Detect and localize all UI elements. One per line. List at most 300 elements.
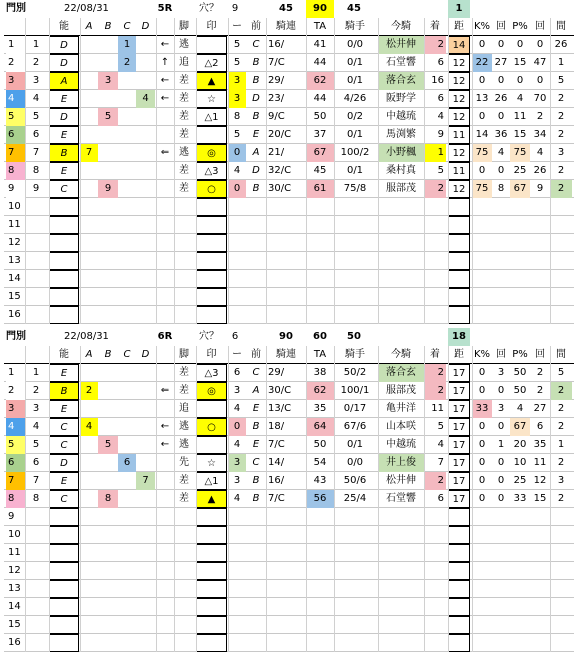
- cell-k1: 0: [497, 39, 505, 50]
- cell-ma: 26: [554, 39, 568, 50]
- column-gridline: [25, 18, 26, 324]
- cell-num: 6: [32, 129, 40, 140]
- cell-b: [98, 454, 118, 472]
- cell-kp: 0: [478, 111, 486, 122]
- cell-arrow: [156, 400, 174, 418]
- column-header-ma: 間: [556, 21, 566, 32]
- column-header-zen: ー: [232, 349, 242, 360]
- column-header-ta: TA: [313, 21, 327, 32]
- cell-kyo: 17: [448, 436, 470, 454]
- cell-b: [98, 364, 118, 382]
- column-gridline: [334, 346, 335, 652]
- cell-waku: 3: [6, 400, 25, 418]
- row-gridline: [4, 269, 574, 270]
- cell-k2: 2: [536, 111, 544, 122]
- cell-a: [80, 108, 98, 126]
- cell-ta: 54: [313, 457, 327, 468]
- cell-zen: 6: [233, 367, 241, 378]
- cell-ma: 3: [557, 475, 565, 486]
- column-header-kiren: 騎連: [276, 349, 296, 360]
- cell-d: [136, 72, 155, 90]
- cell-zen: 4: [233, 403, 241, 414]
- row-gridline: [4, 305, 574, 306]
- empty-box: [49, 634, 79, 652]
- cell-mark: [196, 400, 227, 418]
- empty-box: [49, 508, 79, 526]
- ana-label: 穴？: [199, 3, 219, 14]
- cell-kyaku: 先: [179, 457, 189, 468]
- column-gridline: [49, 18, 50, 324]
- cell-waku: 3: [6, 72, 25, 90]
- cell-no: E: [49, 126, 79, 144]
- cell-d: [136, 162, 155, 180]
- cell-ta: 37: [313, 129, 327, 140]
- cell-zen: 3: [233, 385, 241, 396]
- cell-kyaku: 差: [179, 385, 189, 396]
- empty-box: [448, 598, 470, 616]
- cell-no: C: [49, 490, 79, 508]
- cell-ima: 石堂響: [386, 57, 416, 68]
- cell-chaku: 2: [424, 472, 446, 490]
- column-header-a: A: [85, 349, 93, 360]
- cell-arrow: [156, 454, 174, 472]
- cell-no: C: [49, 418, 79, 436]
- cell-kishu: 25/4: [343, 493, 367, 504]
- cell-zen: 3: [228, 454, 246, 472]
- empty-box: [196, 288, 227, 306]
- cell-b: 9: [98, 180, 118, 198]
- cell-kyo: 17: [448, 418, 470, 436]
- cell-ma: 2: [557, 403, 565, 414]
- cell-chaku: 6: [437, 57, 444, 68]
- cell-kyaku: 差: [179, 75, 189, 86]
- cell-ma: 2: [550, 382, 572, 400]
- cell-c: [118, 418, 136, 436]
- cell-kishu: 0/1: [346, 165, 364, 176]
- cell-ta: 62: [306, 382, 334, 400]
- cell-pp: 25: [513, 475, 527, 486]
- cell-waku: 1: [6, 364, 25, 382]
- empty-box: [196, 580, 227, 598]
- row-gridline: [4, 597, 574, 598]
- cell-arrow: [156, 162, 174, 180]
- cell-ma: 2: [557, 493, 565, 504]
- cell-d: [136, 454, 155, 472]
- empty-box: [448, 616, 470, 634]
- cell-ip: D: [252, 93, 260, 104]
- empty-row-number: 12: [8, 565, 21, 576]
- race-date: 22/08/31: [64, 331, 109, 342]
- cell-ma: 1: [557, 57, 565, 68]
- cell-a: [80, 400, 98, 418]
- cell-pp: 15: [513, 129, 527, 140]
- cell-ima: 中越琉: [386, 439, 416, 450]
- empty-box: [49, 270, 79, 288]
- cell-k1: 3: [497, 367, 505, 378]
- cell-kyaku: 追: [179, 403, 189, 414]
- column-gridline: [80, 346, 81, 652]
- cell-mark: ○: [196, 418, 227, 436]
- cell-ma: 2: [557, 111, 565, 122]
- ana-label: 穴？: [199, 331, 219, 342]
- cell-d: [136, 382, 155, 400]
- cell-kp: 0: [478, 367, 486, 378]
- column-gridline: [156, 18, 157, 324]
- cell-zen: 3: [228, 90, 246, 108]
- empty-box: [49, 580, 79, 598]
- empty-box: [448, 306, 470, 324]
- column-gridline: [228, 18, 229, 324]
- cell-chaku: 9: [437, 129, 444, 140]
- cell-kishu: 0/1: [346, 57, 364, 68]
- row-gridline: [4, 543, 574, 544]
- cell-kp: 0: [478, 385, 486, 396]
- column-header-kishu: 騎手: [345, 21, 365, 32]
- cell-ima: 亀井洋: [386, 403, 416, 414]
- column-gridline: [334, 18, 335, 324]
- cell-no: D: [49, 36, 79, 54]
- cell-pp: 10: [513, 457, 527, 468]
- cell-num: 5: [32, 439, 40, 450]
- cell-mark: △3: [196, 162, 227, 180]
- cell-b: [98, 418, 118, 436]
- cell-chaku: 4: [437, 439, 444, 450]
- empty-row-number: 13: [8, 255, 21, 266]
- cell-mark: [196, 436, 227, 454]
- cell-waku: 6: [6, 126, 25, 144]
- cell-ta: 50: [313, 111, 327, 122]
- cell-k2: 11: [533, 457, 547, 468]
- cell-ta: 56: [306, 490, 334, 508]
- cell-mark: ☆: [196, 90, 227, 108]
- empty-box: [448, 198, 470, 216]
- cell-b: [98, 162, 118, 180]
- cell-kyo: 12: [448, 90, 470, 108]
- cell-b: [98, 400, 118, 418]
- cell-b: [98, 126, 118, 144]
- cell-ip: A: [252, 147, 260, 158]
- cell-ma: 3: [557, 147, 565, 158]
- cell-zen: 0: [228, 144, 246, 162]
- cell-chaku: 16: [431, 75, 444, 86]
- cell-no: E: [49, 364, 79, 382]
- cell-kyo: 14: [448, 36, 470, 54]
- cell-kyo: 12: [448, 108, 470, 126]
- cell-ip: B: [252, 493, 260, 504]
- race-date: 22/08/31: [64, 3, 109, 14]
- empty-row-number: 12: [8, 237, 21, 248]
- cell-num: 8: [32, 493, 40, 504]
- empty-box: [49, 234, 79, 252]
- cell-kyaku: 逃: [179, 421, 189, 432]
- cell-arrow: [156, 364, 174, 382]
- cell-a: [80, 180, 98, 198]
- cell-k2: 2: [536, 385, 544, 396]
- cell-chaku: 2: [424, 382, 446, 400]
- empty-box: [196, 562, 227, 580]
- cell-arrow: [156, 126, 174, 144]
- cell-ima: 服部茂: [386, 183, 416, 194]
- cell-a: [80, 54, 98, 72]
- cell-k1: 0: [497, 421, 505, 432]
- row-gridline: [4, 215, 574, 216]
- cell-c: [118, 108, 136, 126]
- summary-number: 50: [347, 331, 361, 342]
- column-gridline: [49, 346, 50, 652]
- cell-arrow: ←: [160, 421, 170, 432]
- cell-zen: 8: [233, 111, 241, 122]
- cell-pp: 0: [516, 39, 524, 50]
- cell-c: [118, 472, 136, 490]
- column-header-c: C: [123, 21, 131, 32]
- column-gridline: [228, 346, 229, 652]
- cell-b: [98, 54, 118, 72]
- cell-kyo: 17: [448, 364, 470, 382]
- cell-chaku: 11: [431, 403, 444, 414]
- cell-kyaku: 差: [179, 129, 189, 140]
- cell-pp: 50: [513, 367, 527, 378]
- column-header-kyo: 距: [454, 349, 464, 360]
- cell-num: 3: [32, 75, 40, 86]
- cell-kp: 0: [478, 493, 486, 504]
- empty-box: [196, 634, 227, 652]
- cell-k1: 3: [497, 403, 505, 414]
- cell-waku: 1: [6, 36, 25, 54]
- summary-number: 60: [313, 331, 327, 342]
- cell-no: E: [49, 472, 79, 490]
- cell-waku: 4: [6, 90, 25, 108]
- cell-pp: 4: [516, 403, 524, 414]
- cell-zen: 3: [228, 72, 246, 90]
- cell-ima: 服部茂: [386, 385, 416, 396]
- cell-chaku: 2: [424, 36, 446, 54]
- cell-ima: 桑村真: [386, 165, 416, 176]
- empty-box: [448, 508, 470, 526]
- cell-ip: C: [252, 457, 260, 468]
- column-header-ima: 今騎: [391, 21, 411, 32]
- cell-num: 7: [32, 147, 40, 158]
- cell-pp: 15: [513, 57, 527, 68]
- empty-box: [196, 306, 227, 324]
- cell-waku: 4: [6, 418, 25, 436]
- cell-pp: 4: [516, 93, 524, 104]
- cell-ima: 松井伸: [378, 36, 424, 54]
- cell-zen: 5: [233, 129, 241, 140]
- cell-a: [80, 436, 98, 454]
- empty-row-number: 14: [8, 273, 21, 284]
- cell-kishu: 0/2: [346, 111, 364, 122]
- cell-kishu: 0/17: [343, 403, 367, 414]
- cell-arrow: ←: [160, 439, 170, 450]
- cell-ta: 50: [313, 439, 327, 450]
- cell-kyo: 12: [448, 180, 470, 198]
- cell-d: 4: [136, 90, 155, 108]
- empty-row-number: 11: [8, 219, 21, 230]
- cell-k2: 2: [536, 367, 544, 378]
- column-gridline: [378, 346, 379, 652]
- empty-row-number: 16: [8, 309, 21, 320]
- cell-mark: ▲: [196, 72, 227, 90]
- cell-k2: 34: [533, 129, 547, 140]
- cell-kp: 0: [478, 421, 486, 432]
- column-gridline: [80, 18, 81, 324]
- column-header-kp: K%: [473, 21, 491, 32]
- column-gridline: [448, 18, 449, 324]
- column-gridline: [196, 346, 197, 652]
- column-header-k1: 回: [496, 21, 506, 32]
- empty-row-number: 14: [8, 601, 21, 612]
- cell-c: [118, 144, 136, 162]
- cell-b: [98, 382, 118, 400]
- cell-kyaku: 差: [179, 93, 189, 104]
- cell-kiren: 23/: [268, 93, 285, 104]
- cell-mark: ▲: [196, 490, 227, 508]
- cell-no: C: [49, 436, 79, 454]
- cell-ima: 井上俊: [378, 454, 424, 472]
- cell-d: [136, 180, 155, 198]
- cell-c: [118, 126, 136, 144]
- cell-chaku: 2: [424, 180, 446, 198]
- cell-b: 5: [98, 436, 118, 454]
- cell-kyaku: 差: [179, 475, 189, 486]
- cell-no: B: [49, 144, 79, 162]
- cell-chaku: 5: [437, 165, 444, 176]
- empty-box: [196, 616, 227, 634]
- cell-ip: B: [252, 75, 260, 86]
- cell-ima: 落合玄: [378, 72, 424, 90]
- cell-kiren: 29/: [268, 367, 285, 378]
- cell-k2: 0: [536, 39, 544, 50]
- cell-a: 4: [80, 418, 98, 436]
- cell-kyaku: 逃: [179, 39, 189, 50]
- cell-k1: 0: [497, 111, 505, 122]
- cell-c: [118, 436, 136, 454]
- cell-b: [98, 90, 118, 108]
- empty-box: [49, 252, 79, 270]
- cell-zen: 4: [233, 439, 241, 450]
- cell-b: 3: [98, 72, 118, 90]
- cell-ta: 38: [313, 367, 327, 378]
- summary-number: 90: [279, 331, 293, 342]
- cell-kishu: 0/1: [346, 439, 364, 450]
- cell-kyo: 11: [448, 126, 470, 144]
- empty-box: [196, 544, 227, 562]
- empty-box: [448, 234, 470, 252]
- cell-d: [136, 400, 155, 418]
- column-header-ip: 前: [251, 21, 261, 32]
- cell-no: A: [49, 72, 79, 90]
- race-number: 5R: [157, 3, 173, 14]
- cell-waku: 5: [6, 108, 25, 126]
- column-header-kyo: 距: [454, 21, 464, 32]
- cell-d: [136, 490, 155, 508]
- cell-a: [80, 472, 98, 490]
- cell-k1: 8: [497, 183, 505, 194]
- cell-zen: 3: [233, 475, 241, 486]
- cell-a: [80, 72, 98, 90]
- cell-waku: 7: [6, 144, 25, 162]
- cell-a: [80, 90, 98, 108]
- cell-waku: 9: [6, 180, 25, 198]
- cell-c: [118, 90, 136, 108]
- cell-a: [80, 126, 98, 144]
- cell-no: E: [49, 400, 79, 418]
- race-number: 6R: [157, 331, 173, 342]
- cell-ip: B: [252, 111, 260, 122]
- column-gridline: [25, 346, 26, 652]
- cell-ip: B: [252, 421, 260, 432]
- cell-kyo: 12: [448, 144, 470, 162]
- column-gridline: [266, 18, 267, 324]
- cell-ip: B: [252, 475, 260, 486]
- cell-arrow: [156, 472, 174, 490]
- cell-k2: 6: [536, 421, 544, 432]
- cell-ta: 61: [306, 180, 334, 198]
- cell-pp: 11: [513, 111, 527, 122]
- column-header-ima: 今騎: [391, 349, 411, 360]
- cell-b: 5: [98, 108, 118, 126]
- ana-value: 9: [231, 3, 239, 14]
- column-header-mark: 印: [206, 21, 217, 32]
- cell-pp: 33: [513, 493, 527, 504]
- cell-kyo: 17: [448, 400, 470, 418]
- cell-a: [80, 364, 98, 382]
- column-header-k2: 回: [535, 21, 545, 32]
- cell-ma: 2: [557, 129, 565, 140]
- cell-ma: 2: [557, 93, 565, 104]
- empty-box: [49, 526, 79, 544]
- cell-k1: 4: [497, 147, 505, 158]
- column-header-kiren: 騎連: [276, 21, 296, 32]
- cell-waku: 7: [6, 472, 25, 490]
- cell-num: 9: [32, 183, 40, 194]
- cell-kishu: 50/6: [343, 475, 367, 486]
- column-header-b: B: [104, 21, 112, 32]
- cell-ma: 2: [550, 180, 572, 198]
- row-gridline: [4, 615, 574, 616]
- cell-zen: 0: [228, 418, 246, 436]
- cell-mark: [196, 36, 227, 54]
- cell-kishu: 0/0: [346, 457, 364, 468]
- cell-k1: 36: [494, 129, 508, 140]
- cell-c: [118, 490, 136, 508]
- cell-a: [80, 454, 98, 472]
- cell-b: [98, 36, 118, 54]
- cell-c: 6: [118, 454, 136, 472]
- cell-ta: 67: [306, 144, 334, 162]
- empty-box: [196, 270, 227, 288]
- column-header-kp: K%: [473, 349, 491, 360]
- empty-box: [196, 198, 227, 216]
- cell-ip: E: [252, 439, 260, 450]
- cell-ma: 2: [557, 457, 565, 468]
- cell-ma: 2: [557, 165, 565, 176]
- summary-number: 45: [279, 3, 293, 14]
- cell-ma: 1: [557, 439, 565, 450]
- column-gridline: [550, 346, 551, 652]
- row-gridline: [4, 287, 574, 288]
- cell-pp: 67: [510, 180, 530, 198]
- row-gridline: [4, 525, 574, 526]
- cell-chaku: 1: [424, 144, 446, 162]
- cell-ip: E: [252, 129, 260, 140]
- cell-ima: 落合玄: [378, 364, 424, 382]
- cell-waku: 8: [6, 162, 25, 180]
- cell-d: [136, 418, 155, 436]
- cell-pp: 67: [510, 418, 530, 436]
- column-header-k2: 回: [535, 349, 545, 360]
- cell-k1: 26: [494, 93, 508, 104]
